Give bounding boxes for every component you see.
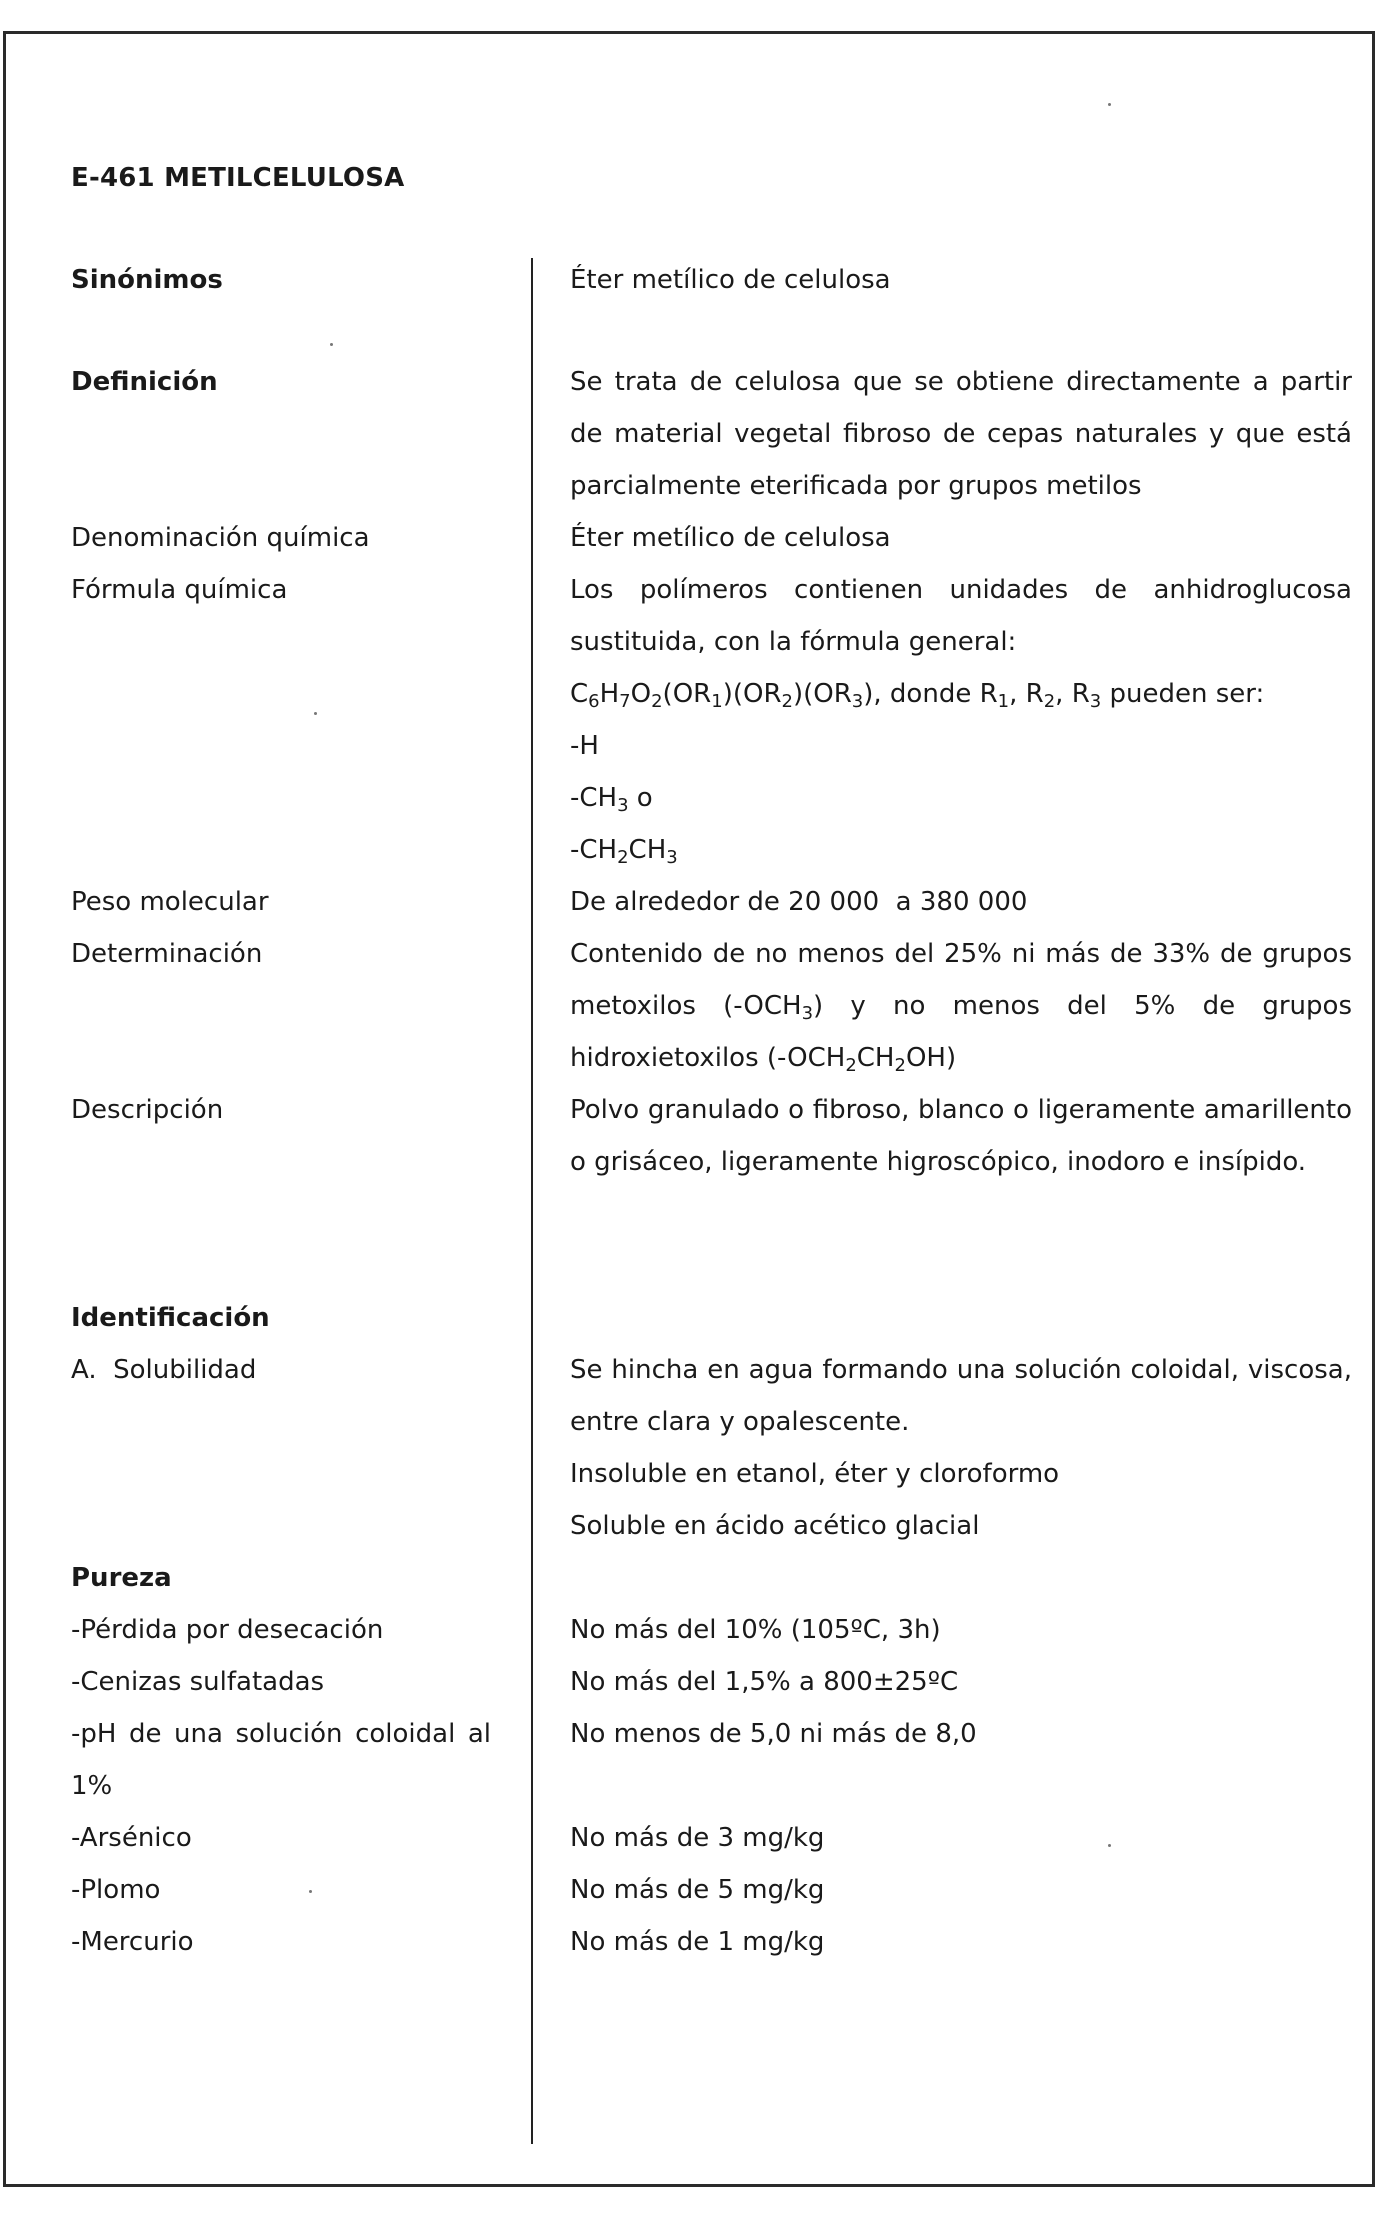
value-solubilidad-agua: Se hincha en agua formando una solución coloidal, viscosa, entre clara y opalescente. (570, 1355, 1352, 1437)
value-denominacion: Éter metílico de celulosa (570, 523, 891, 553)
label-formula: Fórmula química (71, 575, 288, 605)
heading-identificacion: Identificación (71, 1303, 270, 1333)
label-arsenico: -Arsénico (71, 1823, 192, 1853)
value-formula-option-ch3: $-CH_3$ o (570, 783, 653, 816)
value-peso-molecular: De alrededor de 20 000 a 380 000 (570, 887, 1028, 917)
value-formula-general: $C_6H_7O_2(OR_1)(OR_2)(OR_3)$, donde $R_1$, $R_2$, $R_3$ pueden ser: (570, 679, 1265, 712)
value-formula-option-ch2ch3: $-CH_2CH_3$ (570, 835, 678, 868)
label-sinonimos: Sinónimos (71, 265, 223, 295)
value-plomo: No más de 5 mg/kg (570, 1875, 825, 1905)
value-determinacion: Contenido de no menos del 25% ni más de 33% de grupos metoxilos $(-OCH_3)$ y no menos del 5% de grupos hidroxietoxilos $(-OCH_2CH_2OH)$ (570, 939, 1352, 1076)
label-peso-molecular: Peso molecular (71, 887, 269, 917)
label-determinacion: Determinación (71, 939, 263, 969)
label-mercurio: -Mercurio (71, 1927, 194, 1957)
value-definicion: Se trata de celulosa que se obtiene directamente a partir de material vegetal fibroso de cepas naturales y que está parcialmente eterificada por grupos metilos (570, 367, 1352, 501)
label-perdida-desecacion: -Pérdida por desecación (71, 1615, 384, 1645)
page-title: E-461 METILCELULOSA (71, 163, 405, 193)
label-cenizas-sulfatadas: -Cenizas sulfatadas (71, 1667, 325, 1697)
column-divider (531, 258, 533, 2144)
value-perdida-desecacion: No más del 10% (105ºC, 3h) (570, 1615, 941, 1645)
value-solubilidad-insoluble: Insoluble en etanol, éter y cloroformo (570, 1459, 1060, 1489)
value-descripcion: Polvo granulado o fibroso, blanco o ligeramente amarillento o grisáceo, ligeramente higroscópico, inodoro e insípido. (570, 1095, 1352, 1177)
value-arsenico: No más de 3 mg/kg (570, 1823, 825, 1853)
label-plomo: -Plomo (71, 1875, 161, 1905)
label-definicion: Definición (71, 367, 218, 397)
value-cenizas-sulfatadas: No más del 1,5% a 800±25ºC (570, 1667, 959, 1697)
label-descripcion: Descripción (71, 1095, 224, 1125)
label-denominacion: Denominación química (71, 523, 370, 553)
value-formula-intro: Los polímeros contienen unidades de anhidroglucosa sustituida, con la fórmula general: (570, 575, 1352, 657)
scan-speck (330, 343, 333, 346)
label-ph: -pH de una solución coloidal al 1% (71, 1719, 491, 1801)
value-solubilidad-soluble: Soluble en ácido acético glacial (570, 1511, 980, 1541)
value-sinonimos: Éter metílico de celulosa (570, 265, 891, 295)
scan-speck (1108, 103, 1111, 106)
label-solubilidad: A. Solubilidad (71, 1355, 257, 1385)
value-formula-option-h: -H (570, 731, 599, 761)
scan-speck (314, 712, 317, 715)
heading-pureza: Pureza (71, 1563, 172, 1593)
value-ph: No menos de 5,0 ni más de 8,0 (570, 1719, 977, 1749)
value-mercurio: No más de 1 mg/kg (570, 1927, 825, 1957)
